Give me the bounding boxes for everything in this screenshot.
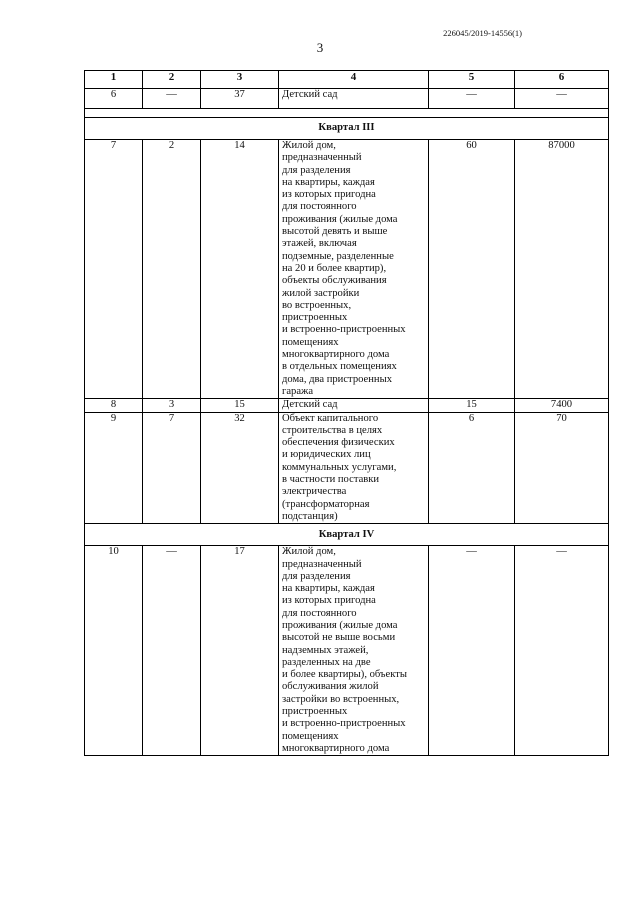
column-header-5: 5 [429, 71, 515, 89]
object-number-cell: 37 [201, 89, 279, 109]
object-number-cell: 32 [201, 412, 279, 524]
object-description-cell: Жилой дом, предназначенный для разделения на квартиры, каждая из которых пригодна для постоянного проживания (жилые дома высотой девять и выше этажей, включая подземные, разделенные на 20 и более квартир), объекты обслуживания жилой застройки во встроенных, пристроенных и встроенно-пристроенных помещениях многоквартирного дома в отдельных помещениях дома, два пристроенных гаража [279, 140, 429, 399]
object-description-cell: Жилой дом, предназначенный для разделения на квартиры, каждая из которых пригодна для постоянного проживания (жилые дома высотой не выше восьми надземных этажей, разделенных на две и более квартиры), объекты обслуживания жилой застройки во встроенных, пристроенных и встроенно-пристроенных помещениях многоквартирного дома [279, 546, 429, 756]
object-description-cell: Детский сад [279, 399, 429, 412]
object-description-cell: Детский сад [279, 89, 429, 109]
value-cell-6: 7400 [515, 399, 609, 412]
row-number-cell: 8 [85, 399, 143, 412]
value-cell-6: — [515, 89, 609, 109]
object-number-cell: 15 [201, 399, 279, 412]
row-number-cell: 7 [85, 140, 143, 399]
value-cell-6: 87000 [515, 140, 609, 399]
plot-number-cell: 7 [143, 412, 201, 524]
spacer-row [85, 109, 609, 118]
table-header-row [85, 71, 609, 89]
value-cell-5: 15 [429, 399, 515, 412]
value-cell-6: — [515, 546, 609, 756]
table-row [85, 399, 609, 412]
column-header-1: 1 [85, 71, 143, 89]
section-header-quarter-4 [85, 524, 609, 546]
plot-number-cell: 3 [143, 399, 201, 412]
value-cell-6: 70 [515, 412, 609, 524]
column-header-6: 6 [515, 71, 609, 89]
object-number-cell: 14 [201, 140, 279, 399]
table-row [85, 89, 609, 109]
column-header-2: 2 [143, 71, 201, 89]
table-row [85, 140, 609, 399]
table-row [85, 546, 609, 756]
column-header-4: 4 [279, 71, 429, 89]
object-number-cell: 17 [201, 546, 279, 756]
page-number: 3 [316, 40, 324, 55]
row-number-cell: 9 [85, 412, 143, 524]
spacer-cell [85, 109, 609, 118]
section-header-quarter-3 [85, 118, 609, 140]
section-title: Квартал III [85, 118, 609, 140]
land-plots-table [84, 70, 609, 756]
section-title: Квартал IV [85, 524, 609, 546]
row-number-cell: 6 [85, 89, 143, 109]
plot-number-cell: — [143, 546, 201, 756]
value-cell-5: 60 [429, 140, 515, 399]
plot-number-cell: — [143, 89, 201, 109]
document-id: 226045/2019-14556(1) [443, 28, 522, 38]
table-row [85, 412, 609, 524]
row-number-cell: 10 [85, 546, 143, 756]
column-header-3: 3 [201, 71, 279, 89]
value-cell-5: 6 [429, 412, 515, 524]
plot-number-cell: 2 [143, 140, 201, 399]
value-cell-5: — [429, 89, 515, 109]
value-cell-5: — [429, 546, 515, 756]
object-description-cell: Объект капитального строительства в целях обеспечения физических и юридических лиц коммунальных услугами, в частности поставки электричества (трансформаторная подстанция) [279, 412, 429, 524]
